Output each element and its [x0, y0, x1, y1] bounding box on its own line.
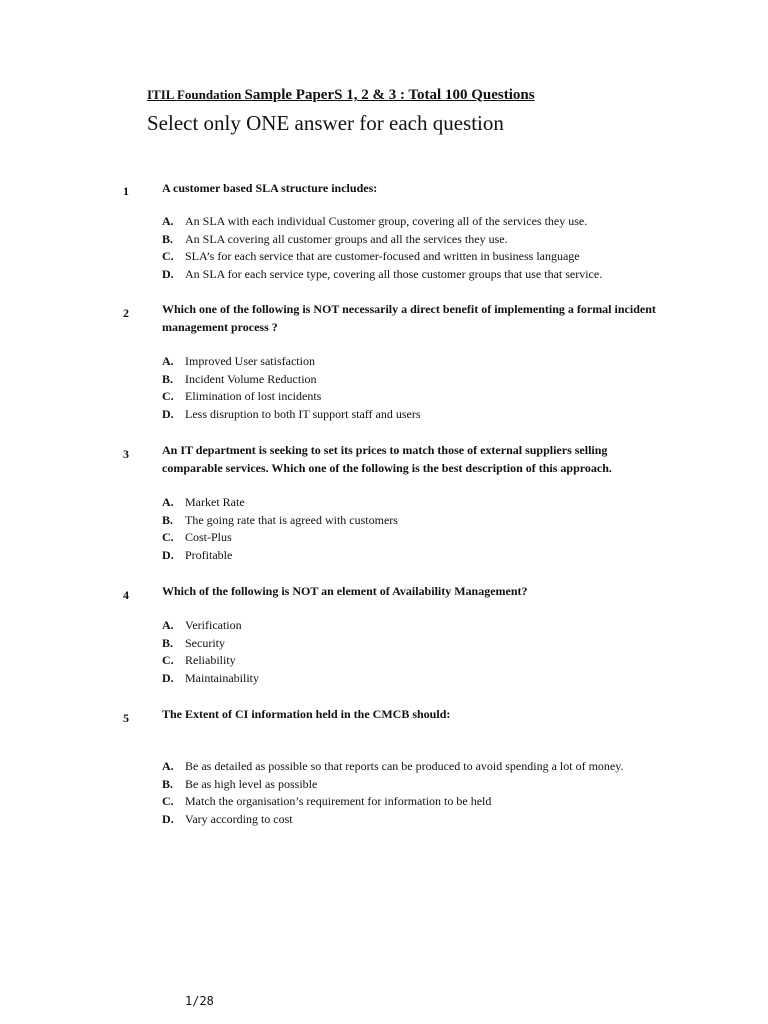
option-text: Reliability — [185, 653, 236, 667]
answer-option[interactable] — [162, 266, 602, 284]
option-letter: A. — [162, 354, 174, 368]
document-title — [147, 87, 535, 104]
instruction-text: Select only ONE answer for each question — [147, 111, 504, 135]
answer-option[interactable] — [162, 617, 259, 635]
option-text: Verification — [185, 618, 242, 632]
option-text: Vary according to cost — [185, 811, 293, 826]
option-letter: D. — [162, 547, 174, 562]
option-text: Improved User satisfaction — [185, 354, 315, 368]
option-text: An SLA for each service type, covering all those customer groups that use that service. — [185, 266, 603, 281]
option-text: Less disruption to both IT support staff and users — [185, 406, 421, 421]
option-letter: D. — [162, 406, 174, 421]
option-letter: B. — [162, 635, 174, 650]
option-letter: C. — [162, 653, 174, 667]
question-text: Which of the following is NOT an element of Availability Management? — [162, 584, 528, 598]
answer-option[interactable] — [162, 776, 623, 794]
answer-option[interactable] — [162, 758, 623, 776]
option-text: Be as detailed as possible so that reports can be produced to avoid spending a lot of money. — [185, 759, 624, 773]
option-text: Market Rate — [185, 495, 245, 509]
question-number: 3 — [123, 447, 129, 461]
question-number: 5 — [123, 711, 129, 725]
option-text: Cost-Plus — [185, 530, 232, 544]
option-text: Elimination of lost incidents — [185, 389, 322, 403]
option-letter: A. — [162, 495, 174, 509]
option-text: Profitable — [185, 547, 233, 562]
answer-option[interactable] — [162, 635, 259, 653]
answer-options — [162, 758, 623, 828]
answer-option[interactable] — [162, 652, 259, 670]
option-text: Incident Volume Reduction — [185, 371, 317, 386]
option-letter: B. — [162, 776, 174, 791]
question-number: 1 — [123, 184, 129, 198]
answer-option[interactable] — [162, 353, 421, 371]
answer-option[interactable] — [162, 231, 602, 249]
answer-options — [162, 494, 398, 564]
answer-option[interactable] — [162, 670, 259, 688]
question-text: A customer based SLA structure includes: — [162, 181, 378, 195]
answer-option[interactable] — [162, 547, 398, 565]
option-letter: B. — [162, 371, 174, 386]
question-text: An IT department is seeking to set its prices to match those of external suppliers selling comparable services. Which one of the following is the best description of this approach. — [162, 443, 612, 475]
answer-option[interactable] — [162, 529, 398, 547]
option-letter: B. — [162, 231, 174, 246]
option-text: The going rate that is agreed with customers — [185, 512, 398, 527]
answer-option[interactable] — [162, 793, 623, 811]
option-letter: D. — [162, 811, 174, 826]
answer-option[interactable] — [162, 811, 623, 829]
option-text: SLA’s for each service that are customer-focused and written in business language — [185, 249, 580, 263]
option-text: An SLA with each individual Customer group, covering all of the services they use. — [185, 214, 588, 228]
option-text: Security — [185, 635, 225, 650]
option-letter: A. — [162, 214, 174, 228]
question-text: The Extent of CI information held in the CMCB should: — [162, 707, 451, 721]
title-main: Sample PaperS 1, 2 & 3 : Total 100 Questions — [244, 87, 535, 103]
answer-options — [162, 213, 602, 283]
option-letter: D. — [162, 670, 174, 685]
option-letter: B. — [162, 512, 174, 527]
option-letter: C. — [162, 530, 174, 544]
answer-option[interactable] — [162, 371, 421, 389]
answer-option[interactable] — [162, 512, 398, 530]
question-number: 4 — [123, 588, 129, 602]
option-letter: D. — [162, 266, 174, 281]
option-letter: C. — [162, 389, 174, 403]
title-prefix: ITIL Foundation — [147, 87, 245, 102]
option-letter: C. — [162, 794, 174, 808]
option-letter: A. — [162, 759, 174, 773]
answer-option[interactable] — [162, 406, 421, 424]
option-letter: C. — [162, 249, 174, 263]
option-letter: A. — [162, 618, 174, 632]
option-text: Match the organisation’s requirement for information to be held — [185, 794, 492, 808]
option-text: Be as high level as possible — [185, 776, 318, 791]
answer-option[interactable] — [162, 388, 421, 406]
page-indicator: 1/28 — [185, 994, 214, 1008]
option-text: An SLA covering all customer groups and all the services they use. — [185, 231, 508, 246]
answer-option[interactable] — [162, 213, 602, 231]
question-text: Which one of the following is NOT necessarily a direct benefit of implementing a formal incident management process ? — [162, 302, 656, 334]
answer-options — [162, 617, 259, 687]
answer-options — [162, 353, 421, 423]
answer-option[interactable] — [162, 494, 398, 512]
option-text: Maintainability — [185, 670, 259, 685]
question-number: 2 — [123, 306, 129, 320]
answer-option[interactable] — [162, 248, 602, 266]
